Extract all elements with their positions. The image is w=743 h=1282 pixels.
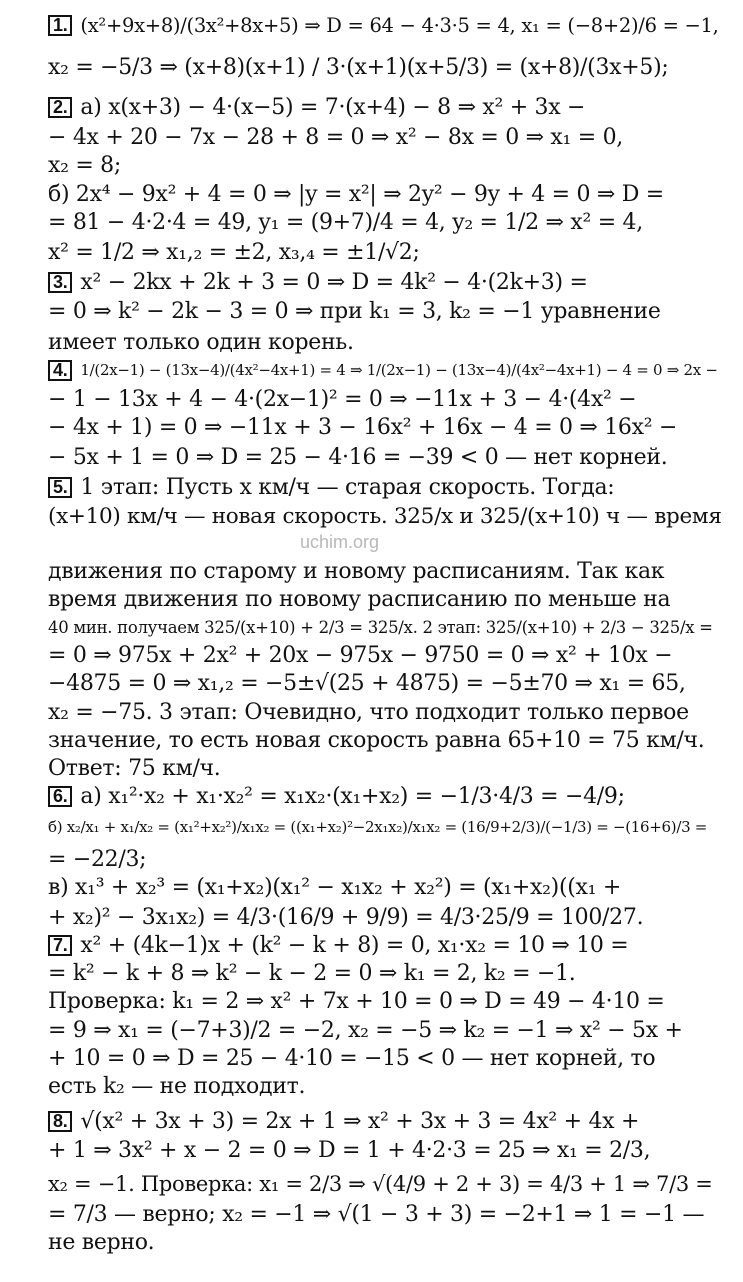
line-text: + x₂)² − 3x₁x₂) = 4/3·(16/9 + 9/9) = 4/3·25/9 = 100/27. — [48, 905, 644, 930]
line-text: значение, то есть новая скорость равна 65+10 = 75 км/ч. — [48, 728, 705, 753]
line-text: − 4x + 1) = 0 ⇒ −11x + 3 − 16x² + 16x − 4 = 0 ⇒ 16x² − — [48, 415, 678, 440]
text-line — [48, 906, 723, 929]
exercise-line — [48, 934, 723, 957]
line-text: − 4x + 20 − 7x − 28 + 8 = 0 ⇒ x² − 8x = 0 ⇒ x₁ = 0, — [48, 125, 623, 150]
watermark: uchim.org — [300, 532, 380, 552]
line-text: движения по старому и новому расписаниям. Так как — [48, 559, 665, 584]
exercise-number: 2. — [48, 97, 72, 118]
text-line — [48, 388, 723, 411]
text-line — [48, 1019, 723, 1042]
line-text: + 1 ⇒ 3x² + x − 2 = 0 ⇒ D = 1 + 4·2·3 = 25 ⇒ x₁ = 2/3, — [48, 1138, 651, 1163]
line-text: x² + (4k−1)x + (k² − k + 8) = 0, x₁·x₂ = 10 ⇒ 10 = — [80, 933, 629, 958]
exercise-number: 4. — [48, 360, 72, 381]
exercise-line — [48, 1110, 723, 1133]
line-text: есть k₂ — не подходит. — [48, 1074, 306, 1099]
text-line — [48, 848, 723, 871]
text-line — [48, 416, 723, 439]
text-line — [48, 1203, 723, 1226]
text-line — [48, 154, 723, 177]
line-text: x₂ = −1. Проверка: x₁ = 2/3 ⇒ √(4/9 + 2 + 3) = 4/3 + 1 ⇒ 7/3 = — [48, 1172, 713, 1196]
text-line — [48, 672, 723, 695]
line-text: Ответ: 75 км/ч. — [48, 756, 221, 781]
text-line — [48, 1139, 723, 1162]
text-line — [48, 1231, 723, 1254]
line-text: а) x(x+3) − 4·(x−5) = 7·(x+4) − 8 ⇒ x² + 3x − — [80, 95, 586, 120]
text-line — [48, 757, 723, 780]
text-line — [48, 962, 723, 985]
exercise-line — [48, 359, 723, 382]
exercise-line — [48, 271, 723, 294]
text-line — [48, 816, 723, 839]
exercise-number: 1. — [48, 15, 72, 36]
line-text: (x+10) км/ч — новая скорость. 325/x и 325/(x+10) ч — время — [48, 504, 722, 529]
line-text: = 9 ⇒ x₁ = (−7+3)/2 = −2, x₂ = −5 ⇒ k₂ = −1 ⇒ x² − 5x + — [48, 1018, 683, 1043]
line-text: 1/(2x−1) − (13x−4)/(4x²−4x+1) = 4 ⇒ 1/(2x−1) − (13x−4)/(4x²−4x+1) − 4 = 0 ⇒ 2x − — [80, 361, 718, 379]
line-text: = −22/3; — [48, 847, 147, 872]
line-text: = k² − k + 8 ⇒ k² − k − 2 = 0 ⇒ k₁ = 2, k₂ = −1. — [48, 961, 576, 986]
line-text: x₂ = 8; — [48, 153, 121, 178]
text-line — [48, 505, 723, 528]
line-text: − 5x + 1 = 0 ⇒ D = 25 − 4·16 = −39 < 0 — нет корней. — [48, 445, 668, 470]
line-text: x₂ = −75. 3 этап: Очевидно, что подходит только первое — [48, 700, 689, 725]
text-line — [48, 644, 723, 667]
text-line — [48, 560, 723, 583]
line-text: (x²+9x+8)/(3x²+8x+5) ⇒ D = 64 − 4·3·5 = 4, x₁ = (−8+2)/6 = −1, — [80, 14, 719, 37]
line-text: x₂ = −5/3 ⇒ (x+8)(x+1) / 3·(x+1)(x+5/3) = (x+8)/(3x+5); — [48, 55, 669, 80]
line-text: имеет только один корень. — [48, 330, 354, 355]
line-text: = 0 ⇒ 975x + 2x² + 20x − 975x − 9750 = 0 ⇒ x² + 10x − — [48, 643, 673, 668]
text-line — [48, 588, 723, 611]
text-line — [48, 56, 723, 79]
line-text: x² − 2kx + 2k + 3 = 0 ⇒ D = 4k² − 4·(2k+3) = — [80, 270, 588, 295]
line-text: √(x² + 3x + 3) = 2x + 1 ⇒ x² + 3x + 3 = 4x² + 4x + — [80, 1109, 640, 1134]
text-line — [48, 701, 723, 724]
text-line — [48, 1173, 723, 1196]
line-text: а) x₁²·x₂ + x₁·x₂² = x₁x₂·(x₁+x₂) = −1/3·4/3 = −4/9; — [80, 784, 625, 809]
text-line — [48, 1075, 723, 1098]
line-text: x² = 1/2 ⇒ x₁,₂ = ±2, x₃,₄ = ±1/√2; — [48, 240, 420, 265]
exercise-number: 5. — [48, 477, 72, 498]
line-text: = 7/3 — верно; x₂ = −1 ⇒ √(1 − 3 + 3) = −2+1 ⇒ 1 = −1 — — [48, 1202, 705, 1227]
text-line — [48, 211, 723, 234]
text-line — [48, 990, 723, 1013]
text-line — [48, 183, 723, 206]
line-text: = 81 − 4·2·4 = 49, y₁ = (9+7)/4 = 4, y₂ = 1/2 ⇒ x² = 4, — [48, 210, 643, 235]
line-text: −4875 = 0 ⇒ x₁,₂ = −5±√(25 + 4875) = −5±70 ⇒ x₁ = 65, — [48, 671, 686, 696]
text-line — [48, 729, 723, 752]
line-text: = 0 ⇒ k² − 2k − 3 = 0 ⇒ при k₁ = 3, k₂ = −1 уравнение — [48, 299, 661, 324]
line-text: 40 мин. получаем 325/(x+10) + 2/3 = 325/x. 2 этап: 325/(x+10) + 2/3 − 325/x = — [48, 618, 713, 637]
text-line — [48, 300, 723, 323]
exercise-line — [48, 476, 723, 499]
text-line — [48, 616, 723, 639]
line-text: Проверка: k₁ = 2 ⇒ x² + 7x + 10 = 0 ⇒ D = 49 − 4·10 = — [48, 989, 665, 1014]
exercise-number: 3. — [48, 272, 72, 293]
line-text: в) x₁³ + x₂³ = (x₁+x₂)(x₁² − x₁x₂ + x₂²) = (x₁+x₂)((x₁ + — [48, 875, 621, 900]
text-line — [48, 446, 723, 469]
line-text: 1 этап: Пусть x км/ч — старая скорость. Тогда: — [80, 475, 615, 500]
exercise-line — [48, 14, 723, 37]
exercise-line — [48, 785, 723, 808]
text-line — [48, 1047, 723, 1070]
exercise-number: 8. — [48, 1111, 72, 1132]
exercise-number: 6. — [48, 786, 72, 807]
text-line — [48, 126, 723, 149]
exercise-line — [48, 96, 723, 119]
line-text: не верно. — [48, 1230, 155, 1255]
line-text: + 10 = 0 ⇒ D = 25 − 4·10 = −15 < 0 — нет корней, то — [48, 1046, 656, 1071]
text-line — [48, 331, 723, 354]
line-text: б) x₂/x₁ + x₁/x₂ = (x₁²+x₂²)/x₁x₂ = ((x₁+x₂)²−2x₁x₂)/x₁x₂ = (16/9+2/3)/(−1/3) = −(16+6)/3 = — [48, 818, 708, 836]
line-text: б) 2x⁴ − 9x² + 4 = 0 ⇒ |y = x²| ⇒ 2y² − 9y + 4 = 0 ⇒ D = — [48, 182, 664, 207]
exercise-number: 7. — [48, 935, 72, 956]
line-text: − 1 − 13x + 4 − 4·(2x−1)² = 0 ⇒ −11x + 3 − 4·(4x² − — [48, 387, 637, 412]
line-text: время движения по новому расписанию по меньше на — [48, 587, 671, 612]
text-line — [48, 876, 723, 899]
text-line — [48, 241, 723, 264]
